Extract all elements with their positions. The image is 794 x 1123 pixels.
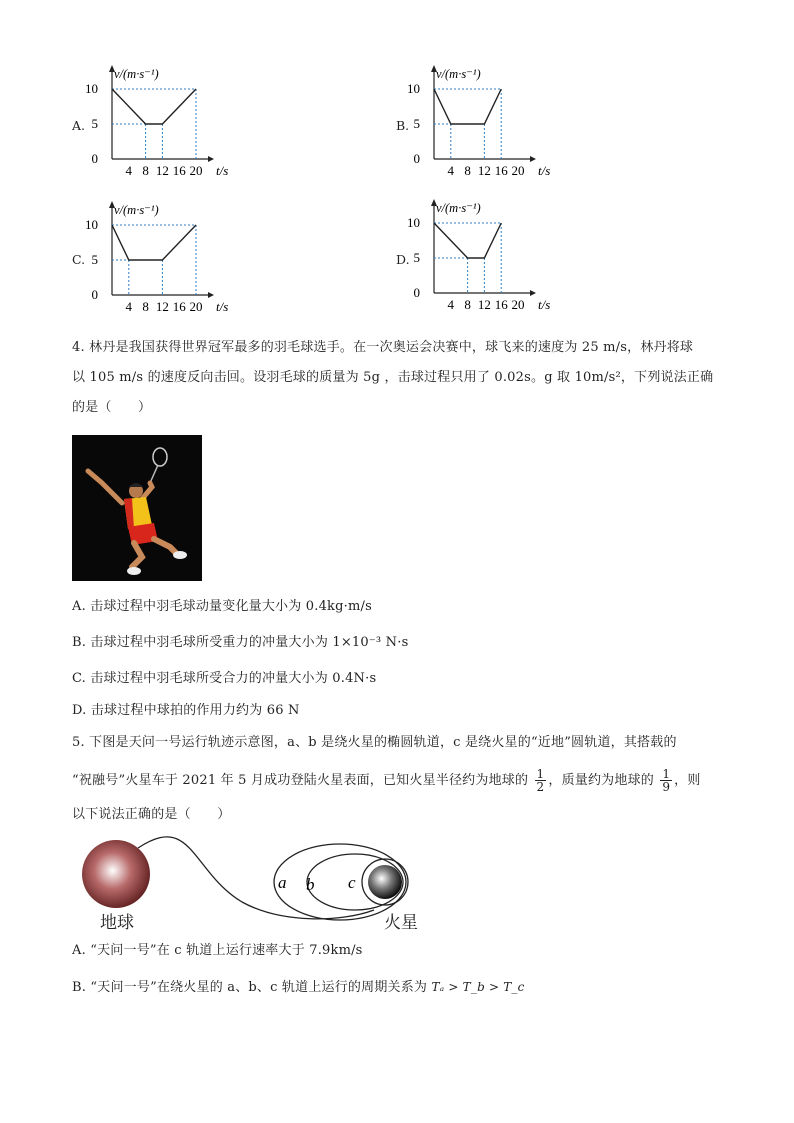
q4-option-b	[72, 633, 408, 653]
velocity-line	[434, 89, 501, 124]
earth-label: 地球	[100, 913, 134, 933]
x-tick-label: 20	[189, 163, 203, 178]
x-axis-arrow	[530, 156, 536, 162]
fraction-mass-den: 9	[662, 780, 671, 794]
y-tick-label: 0	[413, 151, 420, 166]
y-tick-label: 5	[91, 252, 98, 267]
x-axis-label: t/s	[538, 163, 551, 178]
q4-option-c: C. 击球过程中羽毛球所受合力的冲量大小为 0.4N·s	[72, 671, 377, 686]
q5-option-b-math: Tₐ > T_b > T_c	[431, 980, 525, 994]
y-tick-label: 5	[413, 116, 420, 131]
x-axis-arrow	[208, 156, 214, 162]
q5-stem-line2-mid: ，质量约为地球的	[548, 773, 654, 788]
fraction-radius	[535, 768, 547, 793]
velocity-line	[434, 223, 501, 258]
fraction-radius-den: 2	[536, 780, 545, 794]
orbit-a-label: a	[278, 873, 287, 892]
x-tick-label: 16	[494, 163, 508, 178]
x-tick-label: 4	[125, 299, 133, 314]
orbit-b-label: b	[306, 875, 315, 894]
mars-label: 火星	[384, 913, 418, 933]
x-tick-label: 8	[142, 163, 149, 178]
x-tick-label: 4	[447, 297, 455, 312]
q4-option-d: D. 击球过程中球拍的作用力约为 66 N	[72, 703, 300, 718]
badminton-player-photo	[72, 435, 202, 581]
y-tick-label: 0	[91, 151, 98, 166]
earth-sphere	[82, 840, 150, 908]
y-tick-label: 10	[407, 215, 420, 230]
option-d-letter: D.	[396, 252, 410, 267]
x-tick-label: 12	[477, 297, 491, 312]
q5-stem-line2	[72, 768, 701, 793]
q5-stem-line1: 5. 下图是天问一号运行轨迹示意图，a、b 是绕火星的椭圆轨道，c 是绕火星的“近地”圆轨道，其搭载的	[72, 735, 677, 750]
q4-option-a: A. 击球过程中羽毛球动量变化量大小为 0.4kg·m/s	[72, 599, 372, 614]
vt-graph-b	[407, 62, 570, 184]
option-c-letter: C.	[72, 252, 86, 267]
velocity-line	[112, 89, 196, 124]
fraction-mass	[660, 768, 672, 793]
y-axis-label: v/(m·s⁻¹)	[114, 67, 159, 81]
q4-option-b-text: B. 击球过程中羽毛球所受重力的冲量大小为	[72, 635, 333, 650]
x-tick-label: 12	[155, 299, 169, 314]
x-tick-label: 8	[142, 299, 149, 314]
fraction-mass-num: 1	[662, 767, 671, 781]
x-tick-label: 8	[464, 163, 471, 178]
orbit-c-label: c	[348, 873, 356, 892]
y-tick-label: 0	[413, 285, 420, 300]
q5-stem-line2-post: ，则	[674, 773, 701, 788]
fraction-radius-num: 1	[536, 767, 545, 781]
q4-stem-line1: 4. 林丹是我国获得世界冠军最多的羽毛球选手。在一次奥运会决赛中，球飞来的速度为 25 m/s，林丹将球	[72, 340, 694, 355]
q5-option-a: A. “天问一号”在 c 轨道上运行速率大于 7.9km/s	[72, 943, 363, 958]
velocity-line	[112, 225, 196, 260]
x-axis-label: t/s	[216, 299, 229, 314]
q5-option-b	[72, 977, 525, 998]
x-tick-label: 12	[155, 163, 169, 178]
y-tick-label: 10	[85, 217, 98, 232]
q4-stem-line3: 的是（ ）	[72, 400, 152, 415]
y-tick-label: 10	[407, 81, 420, 96]
x-tick-label: 16	[172, 163, 186, 178]
q5-stem-line3: 以下说法正确的是（ ）	[72, 807, 231, 822]
q4-stem-line2: 以 105 m/s 的速度反向击回。设羽毛球的质量为 5g ，击球过程只用了 0.02s。g 取 10m/s²，下列说法正确	[72, 370, 714, 385]
vt-graph-d	[407, 196, 570, 320]
q5-option-b-text: B. “天问一号”在绕火星的 a、b、c 轨道上运行的周期关系为	[72, 980, 432, 995]
x-tick-label: 12	[477, 163, 491, 178]
x-tick-label: 4	[125, 163, 133, 178]
q4-option-b-math: 1×10⁻³ N·s	[332, 635, 409, 650]
vt-graph-a	[85, 62, 248, 182]
y-tick-label: 5	[413, 250, 420, 265]
x-tick-label: 16	[494, 297, 508, 312]
x-tick-label: 20	[511, 297, 525, 312]
x-axis-label: t/s	[216, 163, 229, 178]
x-tick-label: 8	[464, 297, 471, 312]
option-b-letter: B.	[396, 118, 410, 133]
transfer-trajectory	[138, 837, 374, 919]
q5-stem-line2-pre: “祝融号”火星车于 2021 年 5 月成功登陆火星表面，已知火星半径约为地球的	[72, 773, 529, 788]
x-axis-arrow	[530, 290, 536, 296]
x-tick-label: 20	[189, 299, 203, 314]
x-axis-label: t/s	[538, 297, 551, 312]
x-tick-label: 16	[172, 299, 186, 314]
y-tick-label: 0	[91, 287, 98, 302]
x-axis-arrow	[208, 292, 214, 298]
x-tick-label: 4	[447, 163, 455, 178]
vt-graph-c	[85, 198, 248, 318]
x-tick-label: 20	[511, 163, 525, 178]
y-axis-label: v/(m·s⁻¹)	[436, 201, 481, 215]
y-axis-label: v/(m·s⁻¹)	[436, 67, 481, 81]
y-tick-label: 5	[91, 116, 98, 131]
option-a-letter: A.	[72, 118, 86, 133]
y-axis-label: v/(m·s⁻¹)	[114, 203, 159, 217]
y-tick-label: 10	[85, 81, 98, 96]
mars-sphere	[368, 865, 402, 899]
